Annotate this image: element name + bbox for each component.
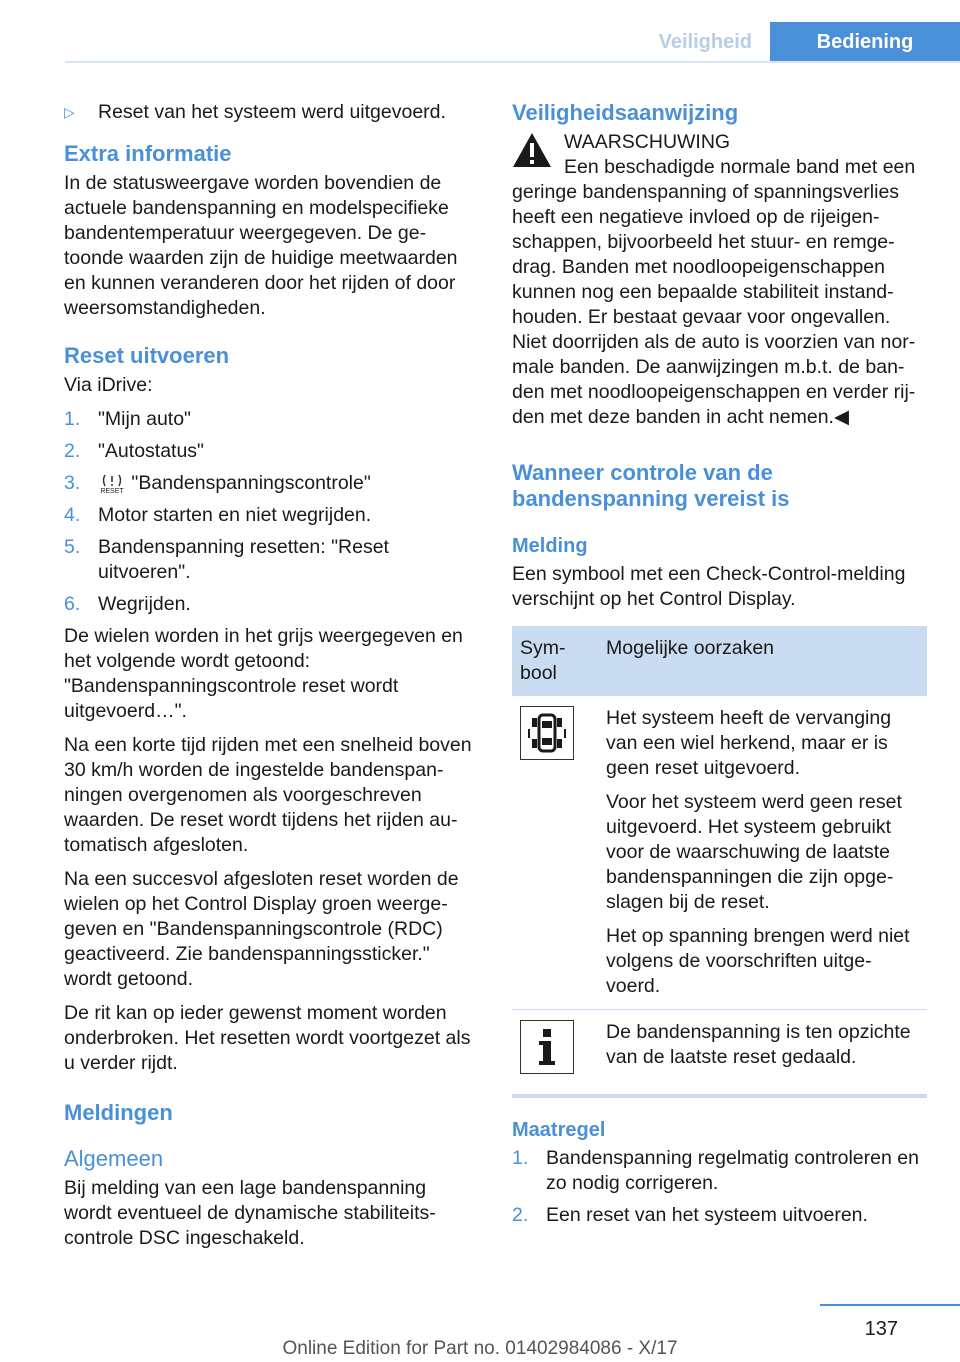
measure-steps — [512, 1146, 927, 1228]
table-header — [512, 626, 927, 696]
list-item: 2. Een reset van het systeem uitvoeren. — [512, 1204, 868, 1226]
warning-text: Een beschadigde normale band met een geringe bandenspanning of spanningsverlies heeft een negatieve invloed op de rijeigen‐ schappen, bijvoorbeeld het stuur- en remge‐ drag. Banden met noodloopeigenschappen kunnen nog een bepaalde stabiliteit instand‐ houden. Er bestaat gevaar voor ongevallen. Niet doorrijden als de auto is voorzien van nor‐ male banden. De aanwijzingen m.b.t. de ban‐ den met noodloopeigenschappen en verder rij‐ den met deze banden in acht nemen.◀ — [512, 156, 916, 428]
col-causes: Mogelijke oorzaken — [598, 626, 927, 696]
extra-info-text: In de statusweergave worden bovendien de actuele bandenspanning en modelspecifieke bandentemperatuur weergegeven. De ge‐ toonde waarden zijn de huidige meetwaarden en kunnen veranderen door het rijden of door weersomstandigheden. — [64, 172, 458, 319]
list-item: 3. RESET "Bandenspanningscontrole" — [64, 472, 371, 495]
triangle-bullet-icon: ▷ — [64, 104, 75, 120]
car-tire-warning-icon — [520, 706, 574, 760]
cause-text: Het systeem heeft de vervanging van een wiel herkend, maar er is geen reset uitgevoerd. — [606, 707, 892, 779]
safety-heading: Veiligheidsaanwijzing — [512, 100, 739, 125]
algemeen-text: Bij melding van een lage bandenspanning wordt eventueel de dynamische stabiliteits‐ controle DSC ingeschakeld. — [64, 1177, 436, 1249]
extra-info-heading: Extra informatie — [64, 141, 232, 166]
algemeen-heading: Algemeen — [64, 1146, 164, 1171]
list-item: 4. Motor starten en niet wegrijden. — [64, 504, 372, 526]
when-heading: Wanneer controle van de bandenspanning vereist is — [512, 460, 790, 511]
list-item: 1. "Mijn auto" — [64, 408, 191, 430]
right-column — [512, 100, 927, 1235]
list-item: 5. Bandenspanning resetten: "Reset uitvoeren". — [64, 536, 389, 583]
table-row — [512, 696, 927, 1010]
bullet-text: Reset van het systeem werd uitgevoerd. — [98, 101, 446, 123]
tire-reset-icon: RESET — [98, 474, 126, 496]
melding-heading: Melding — [512, 535, 588, 557]
paragraph: De wielen worden in het grijs weergegeven en het volgende wordt getoond: "Bandenspanningscontrole reset wordt uitgevoerd…". — [64, 625, 463, 722]
tab-bediening[interactable]: Bediening — [770, 22, 960, 62]
cause-text: De bandenspanning is ten opzichte van de laatste reset gedaald. — [606, 1021, 911, 1068]
bullet-item — [64, 100, 479, 125]
reset-intro: Via iDrive: — [64, 374, 153, 396]
header-divider — [65, 61, 960, 63]
melding-text: Een symbool met een Check-Control-melding verschijnt op het Control Display. — [512, 563, 906, 610]
cause-text: Het op spanning brengen werd niet volgens de voorschriften uitge‐ voerd. — [606, 925, 910, 997]
header-tabs — [641, 22, 960, 62]
left-column — [64, 100, 479, 1260]
page-number: 137 — [864, 1318, 898, 1340]
reset-heading: Reset uitvoeren — [64, 343, 230, 368]
paragraph: Na een korte tijd rijden met een snelheid boven 30 km/h worden de ingestelde bandenspan‐ ningen overgenomen als voorgeschreven waarden. De reset wordt tijdens het rijden au‐ tomatisch afgesloten. — [64, 734, 472, 856]
list-item: 2. "Autostatus" — [64, 440, 204, 462]
warning-label: WAARSCHUWING — [564, 131, 731, 153]
cause-text: Voor het systeem werd geen reset uitgevoerd. Het systeem gebruikt voor de waarschuwing de laatste bandenspanningen die zijn opge‐ slagen bij de reset. — [606, 791, 902, 913]
edition-footer: Online Edition for Part no. 01402984086 - X/17 — [282, 1338, 678, 1359]
table-bottom-border — [512, 1094, 927, 1098]
paragraph: De rit kan op ieder gewenst moment worden onderbroken. Het resetten wordt voortgezet als u verder rijdt. — [64, 1002, 471, 1074]
maatregel-heading: Maatregel — [512, 1119, 606, 1141]
info-icon — [520, 1020, 574, 1074]
table-row — [512, 1010, 927, 1095]
list-item: 1. Bandenspanning regelmatig controleren en zo nodig corrigeren. — [512, 1147, 919, 1194]
symbol-table — [512, 626, 927, 1094]
col-symbol: Sym‐ bool — [512, 626, 598, 696]
reset-steps — [64, 407, 479, 617]
warning-triangle-icon — [512, 132, 552, 168]
tab-veiligheid[interactable]: Veiligheid — [658, 31, 752, 53]
warning-block — [512, 130, 927, 430]
meldingen-heading: Meldingen — [64, 1100, 173, 1125]
list-item: 6. Wegrijden. — [64, 593, 191, 615]
footer-divider — [820, 1304, 960, 1306]
paragraph: Na een succesvol afgesloten reset worden de wielen op het Control Display groen weerge‐ geven en "Bandenspanningscontrole (RDC) geactiveerd. Zie bandenspanningssticker." wordt getoond. — [64, 868, 459, 990]
